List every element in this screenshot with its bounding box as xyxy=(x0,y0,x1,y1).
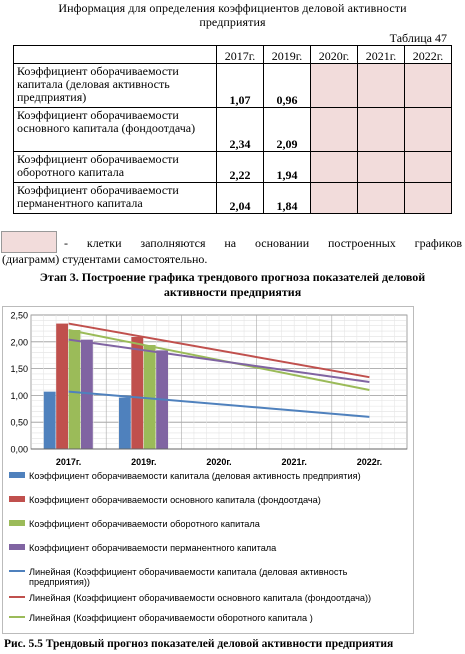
fill-cell xyxy=(311,152,358,183)
table-row xyxy=(14,183,452,214)
bar xyxy=(119,398,131,449)
legend-label: Линейная (Коэффициент оборачиваемости капитала (деловая активность предприятия)) xyxy=(29,567,348,587)
header-blank-cell xyxy=(14,46,217,64)
chart-frame xyxy=(2,306,414,634)
table-title-line2: предприятия xyxy=(199,15,266,29)
year-header: 2017г. xyxy=(217,46,264,64)
stage-heading xyxy=(0,270,465,300)
row-name: Коэффициент оборачиваемости капитала (деловая активность предприятия) xyxy=(14,64,217,108)
table-header-row xyxy=(14,46,452,64)
legend-label: Линейная (Коэффициент оборачиваемости основного капитала (фондоотдача)) xyxy=(29,593,372,603)
fill-cell xyxy=(405,183,452,214)
value-cell: 1,94 xyxy=(264,152,311,183)
x-tick-label: 2017г. xyxy=(55,457,82,467)
fill-cell xyxy=(311,64,358,108)
fill-cell xyxy=(311,108,358,152)
value-cell: 0,96 xyxy=(264,64,311,108)
legend-swatch xyxy=(9,544,25,550)
y-tick-label: 0,00 xyxy=(10,444,28,455)
stage-heading-line2: активности предприятия xyxy=(163,285,302,299)
legend-label: Коэффициент оборачиваемости основного капитала (фондоотдача) xyxy=(29,495,321,505)
fill-cell xyxy=(405,108,452,152)
table-row xyxy=(14,152,452,183)
y-tick-label: 1,50 xyxy=(10,364,28,375)
value-cell: 1,84 xyxy=(264,183,311,214)
legend-swatch xyxy=(9,496,25,502)
pink-cell-sample xyxy=(1,231,57,253)
table-number: Таблица 47 xyxy=(389,31,447,45)
fill-cell xyxy=(405,64,452,108)
y-tick-label: 2,50 xyxy=(10,310,28,321)
row-name: Коэффициент оборачиваемости основного капитала (фондоотдача) xyxy=(14,108,217,152)
x-tick-label: 2020г. xyxy=(206,457,232,467)
info-table xyxy=(13,45,452,214)
year-header: 2022г. xyxy=(405,46,452,64)
year-header: 2019г. xyxy=(264,46,311,64)
table-title xyxy=(0,1,465,29)
y-tick-label: 2,00 xyxy=(10,337,28,348)
fill-cell xyxy=(405,152,452,183)
fill-cell xyxy=(358,152,405,183)
fill-cell xyxy=(358,183,405,214)
legend-label: Коэффициент оборачиваемости капитала (деловая активность предприятия) xyxy=(29,471,361,481)
figure-caption: Рис. 5.5 Трендовый прогноз показателей деловой активности предприятия xyxy=(4,638,394,650)
bar xyxy=(56,324,68,449)
note-line1: - клетки заполняются на основании построенных графиков xyxy=(64,236,462,250)
value-cell: 2,34 xyxy=(217,108,264,152)
fill-cell xyxy=(358,108,405,152)
legend-label: Коэффициент оборачиваемости оборотного капитала xyxy=(29,519,260,529)
legend-swatch xyxy=(9,472,25,478)
y-tick-label: 1,00 xyxy=(10,390,28,401)
table-title-line1: Информация для определения коэффициентов деловой активности xyxy=(58,1,407,15)
note-line2: (диаграмм) студентами самостоятельно. xyxy=(2,252,208,266)
fill-cell xyxy=(311,183,358,214)
fill-cell xyxy=(358,64,405,108)
bar xyxy=(131,337,143,449)
bar xyxy=(144,345,156,449)
value-cell: 2,04 xyxy=(217,183,264,214)
year-header: 2021г. xyxy=(358,46,405,64)
legend-label: Коэффициент оборачиваемости перманентного капитала xyxy=(29,543,277,553)
legend-swatch xyxy=(9,520,25,526)
bar xyxy=(69,330,81,449)
table-row xyxy=(14,108,452,152)
value-cell: 2,22 xyxy=(217,152,264,183)
y-tick-label: 0,50 xyxy=(10,417,28,428)
x-tick-label: 2022г. xyxy=(356,457,383,467)
x-tick-label: 2021г. xyxy=(281,457,307,467)
legend-label: Линейная (Коэффициент оборачиваемости оборотного капитала ) xyxy=(29,613,313,623)
stage-heading-line1: Этап 3. Построение графика трендового прогноза показателей деловой xyxy=(39,270,426,284)
value-cell: 2,09 xyxy=(264,108,311,152)
trend-chart xyxy=(3,307,413,633)
row-name: Коэффициент оборачиваемости оборотного капитала xyxy=(14,152,217,183)
year-header: 2020г. xyxy=(311,46,358,64)
row-name: Коэффициент оборачиваемости перманентного капитала xyxy=(14,183,217,214)
bar xyxy=(44,392,56,449)
value-cell: 1,07 xyxy=(217,64,264,108)
x-tick-label: 2019г. xyxy=(131,457,157,467)
table-row xyxy=(14,64,452,108)
